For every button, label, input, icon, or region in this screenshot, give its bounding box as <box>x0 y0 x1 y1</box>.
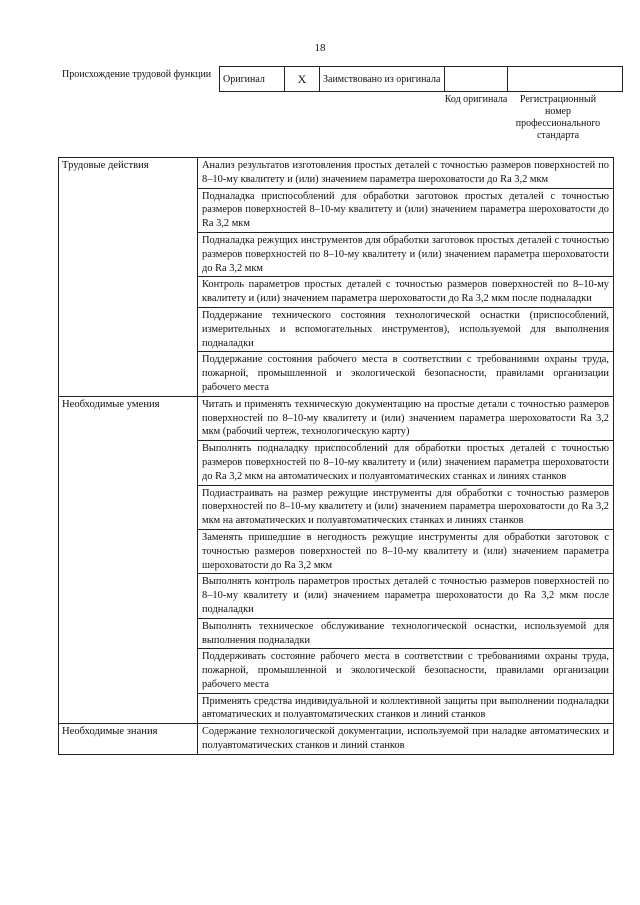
table-row <box>59 396 614 440</box>
origin-label: Происхождение трудовой функции <box>62 69 212 80</box>
reg-number-cell <box>508 67 623 92</box>
table-row <box>59 158 614 189</box>
table-cell: Поддерживать состояние рабочего места в соответствии с требованиями охраны труда, пожарной, промышленной и экологической безопасности, правилами организации рабочего места <box>198 649 614 693</box>
original-cell: Оригинал <box>220 67 285 92</box>
table-cell: Выполнять подналадку приспособлений для обработки простых деталей с точностью размеров поверхностей по 8–10-му квалитету и (или) значением параметра шероховатости до Ra 3,2 мкм на автоматических и полуавтоматических станках и линиях станков <box>198 441 614 485</box>
section-heading: Необходимые знания <box>59 724 198 755</box>
reg-number-label: Регистрационный номер профессионального стандарта <box>515 94 601 141</box>
code-original-label: Код оригинала <box>444 94 508 105</box>
origin-table <box>219 66 623 92</box>
code-cell <box>445 67 508 92</box>
table-cell: Выполнять контроль параметров простых деталей с точностью размеров поверхностей по 8–10-му квалитету и (или) значением параметра шероховатости до Ra 3,2 мкм после подналадки <box>198 574 614 618</box>
table-cell: Контроль параметров простых деталей с точностью размеров поверхностей по 8–10-му квалитету и (или) значением параметра шероховатости до Ra 3,2 мкм после подналадки <box>198 277 614 308</box>
table-cell: Заменять пришедшие в негодность режущие инструменты для обработки заготовок с точностью размеров поверхностей по 8–10-му квалитету и (или) значением параметра шероховатости до Ra 3,2 мкм <box>198 529 614 573</box>
table-cell: Выполнять техническое обслуживание технологической оснастки, используемой для выполнения подналадки <box>198 618 614 649</box>
borrowed-cell: Заимствовано из оригинала <box>320 67 445 92</box>
table-cell: Поддержание технического состояния технологической оснастки (приспособлений, измерительных и вспомогательных инструментов), используемой для выполнения подналадки <box>198 307 614 351</box>
table-cell: Читать и применять техническую документацию на простые детали с точностью размеров поверхностей по 8–10-му квалитету и (или) значением параметра шероховатости Ra 3,2 мкм (рабочий чертеж, технологическую карту) <box>198 396 614 440</box>
labor-function-table <box>58 157 614 755</box>
page-number: 18 <box>314 42 326 54</box>
table-cell: Анализ результатов изготовления простых деталей с точностью размеров поверхностей по 8–10-му квалитету и (или) значением параметра шероховатости до Ra 3,2 мкм <box>198 158 614 189</box>
section-heading: Трудовые действия <box>59 158 198 397</box>
table-cell: Содержание технологической документации, используемой при наладке автоматических и полуавтоматических станков и линий станков <box>198 724 614 755</box>
table-row <box>59 724 614 755</box>
table-cell: Подиастраивать на размер режущие инструменты для обработки с точностью размеров поверхностей по 8–10-му квалитету и (или) значением параметра шероховатости до Ra 3,2 мкм на автоматических и полуавтоматических станках и линиях станков <box>198 485 614 529</box>
table-cell: Подналадка режущих инструментов для обработки заготовок простых деталей с точностью размеров поверхностей по 8–10-му квалитету и (или) значением параметра шероховатости до Ra 3,2 мкм <box>198 232 614 276</box>
table-cell: Поддержание состояния рабочего места в соответствии с требованиями охраны труда, пожарной, промышленной и экологической безопасности, правилами организации рабочего места <box>198 352 614 396</box>
section-heading: Необходимые умения <box>59 396 198 724</box>
table-cell: Применять средства индивидуальной и коллективной защиты при выполнении подналадки автоматических и полуавтоматических станков и линий станков <box>198 693 614 724</box>
table-cell: Подналадка приспособлений для обработки заготовок простых деталей с точностью размеров поверхностей 8–10-му квалитету и (или) значением параметра шероховатости до Ra 3,2 мкм <box>198 188 614 232</box>
original-mark: X <box>285 67 320 92</box>
